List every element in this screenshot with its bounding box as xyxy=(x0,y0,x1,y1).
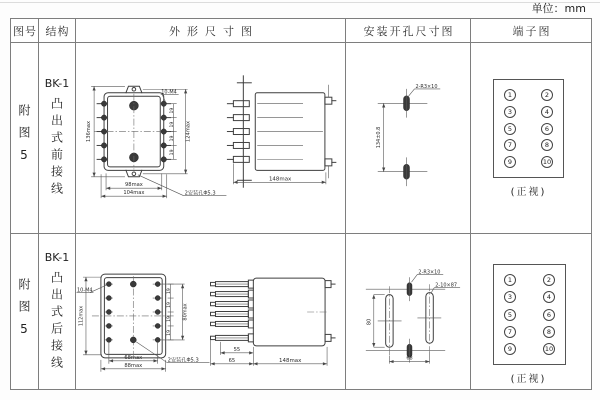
terminal-7: 7 xyxy=(504,326,516,338)
terminal-cell-row1 xyxy=(471,43,591,234)
model-label-row2: BK-1 xyxy=(44,250,70,264)
terminal-cell-row2 xyxy=(471,234,591,389)
left-terminals-row1 xyxy=(97,101,107,162)
mounting-drawing-row1 xyxy=(346,43,470,233)
terminal-3: 3 xyxy=(504,106,516,118)
dim-terminal-span-row1: 124max xyxy=(185,120,192,143)
terminal-row xyxy=(504,274,555,286)
mount-slot-note-row2: 2-10×87 xyxy=(435,282,458,289)
front-view-row2 xyxy=(76,274,209,372)
dim-depth-row1: 148max xyxy=(268,176,292,183)
dim-height-overall-row2: 112max xyxy=(78,305,85,327)
header-mounting: 安装开孔尺寸图 xyxy=(346,19,471,43)
unit-label: 单位：mm xyxy=(531,2,586,15)
fig-no-text-row2: 附图5 xyxy=(17,277,31,346)
dim-mount-spacing-row1: 134±0.8 xyxy=(376,126,383,149)
terminal-4: 4 xyxy=(541,106,553,118)
dim-mount-hspacing-row2: 68 xyxy=(406,355,413,362)
dim-mount-vspacing-row2: 80 xyxy=(366,318,373,326)
dim-stud-len-row2: 55 xyxy=(233,346,241,353)
rear-studs-row2 xyxy=(211,282,249,341)
side-view-row2 xyxy=(211,278,336,366)
thread-label-row2: 10-M4 xyxy=(76,287,93,294)
dim-pitch-4-row2: 19 xyxy=(166,330,172,336)
terminal-1: 1 xyxy=(504,89,516,101)
mounting-hole-note-row2: 2安装孔Φ5.3 xyxy=(167,357,199,364)
left-studs-row2 xyxy=(105,282,113,343)
terminal-6: 6 xyxy=(543,309,555,321)
dim-pitch-1-row1: 19 xyxy=(169,107,175,114)
structure-row2 xyxy=(39,234,76,389)
terminal-row xyxy=(504,123,553,135)
dim-width-overall-row2: 88max xyxy=(124,362,143,369)
front-view-row1 xyxy=(86,86,226,198)
outline-drawing-row2 xyxy=(76,234,345,389)
dim-depth-row2: 148max xyxy=(279,357,302,364)
terminal-row xyxy=(504,326,555,338)
terminal-8: 8 xyxy=(541,139,553,151)
header-terminal: 端子图 xyxy=(471,19,591,43)
terminal-6: 6 xyxy=(541,123,553,135)
outline-cell-row2 xyxy=(76,234,346,389)
model-label-row1: BK-1 xyxy=(44,77,70,90)
outline-cell-row1 xyxy=(76,43,346,234)
terminal-row xyxy=(504,291,555,303)
dim-pitch-2-row2: 19 xyxy=(166,302,172,308)
terminal-10: 10 xyxy=(544,345,554,353)
mount-hole-note-row1: 2-R3×10 xyxy=(415,83,438,90)
terminal-7: 7 xyxy=(504,139,516,151)
mounting-drawing-row2 xyxy=(346,234,470,389)
dim-width-overall-row1: 104max xyxy=(123,190,145,197)
terminal-8: 8 xyxy=(543,326,555,338)
side-view-row1 xyxy=(227,76,335,187)
structure-row1 xyxy=(39,43,76,234)
dim-pitch-3-row1: 19 xyxy=(169,135,175,142)
dim-width-inner-row2: 68max xyxy=(124,354,143,361)
terminal-1: 1 xyxy=(504,274,516,286)
terminal-9: 9 xyxy=(504,343,516,355)
terminal-caption-row1: (正视) xyxy=(510,187,547,198)
terminal-box-row2 xyxy=(493,264,566,365)
dim-pitch-2-row1: 19 xyxy=(169,121,175,128)
header-outline: 外形尺寸图 xyxy=(76,19,346,43)
terminal-10: 10 xyxy=(542,158,552,166)
terminal-3: 3 xyxy=(504,291,516,303)
dim-height-overall-row1: 136max xyxy=(86,120,93,143)
terminal-row xyxy=(504,156,553,168)
terminal-row xyxy=(504,139,553,151)
mounting-cell-row1 xyxy=(346,43,471,234)
terminal-row xyxy=(504,343,555,355)
fig-no-text-row1: 附图5 xyxy=(17,104,31,172)
fig-no-row1 xyxy=(11,43,39,234)
page-top-rule xyxy=(0,2,600,3)
dimension-table xyxy=(10,18,592,390)
dim-width-inner-row1: 98max xyxy=(125,182,143,189)
outline-drawing-row1 xyxy=(76,43,345,233)
terminal-5: 5 xyxy=(504,123,516,135)
terminal-row xyxy=(504,106,553,118)
thread-label-row1: 10-M4 xyxy=(161,89,177,96)
header-fig-no: 图号 xyxy=(11,19,39,43)
terminal-2: 2 xyxy=(543,274,555,286)
dim-pitch-4-row1: 19 xyxy=(169,149,175,156)
terminal-2: 2 xyxy=(541,89,553,101)
mounting-cell-row2 xyxy=(346,234,471,389)
dim-stud-len-overall-row2: 65 xyxy=(228,357,236,364)
terminal-box-row1 xyxy=(493,79,564,178)
header-structure: 结构 xyxy=(39,19,76,43)
dim-pitch-1-row2: 19 xyxy=(166,288,172,294)
terminal-caption-row2: (正视) xyxy=(510,374,547,385)
terminal-9: 9 xyxy=(504,156,516,168)
dim-terminal-span-row2: 80max xyxy=(182,303,189,321)
terminal-row xyxy=(504,309,555,321)
fig-no-row2 xyxy=(11,234,39,389)
structure-type-row1: 凸出式前接线 xyxy=(49,97,64,199)
structure-type-row2: 凸出式后接线 xyxy=(49,270,64,373)
terminal-5: 5 xyxy=(504,309,516,321)
mounting-hole-note-row1: 2安装孔Φ5.3 xyxy=(184,190,216,197)
terminal-4: 4 xyxy=(543,291,555,303)
mount-hole-note-row2: 2-R3×10 xyxy=(418,269,441,276)
terminal-row xyxy=(504,89,553,101)
right-studs-row2 xyxy=(153,282,163,343)
dim-pitch-3-row2: 19 xyxy=(166,316,172,322)
